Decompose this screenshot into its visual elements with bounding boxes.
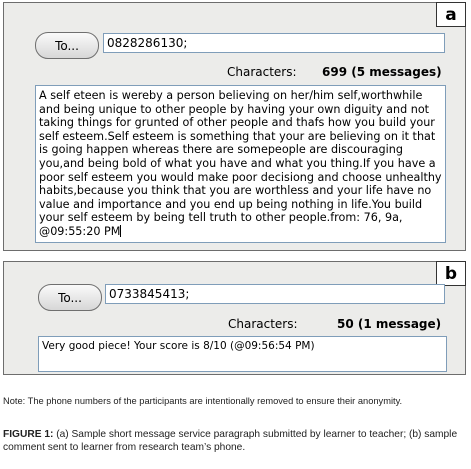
sms-panel-a — [3, 2, 466, 251]
message-text-a: A self eteen is wereby a person believing on her/him self,worthwhile and being unique to other people by having your own diguity and not taking things for grunted of other people and thafs how you build your self esteem.Self esteem is something that your are believing on it that is going happen whereas there are somepeople are discouraging you,and being bold of what you have and what you thing.If you have a poor self esteem you would make poor decisiong and choose unhealthy habits,because you think that you are worthless and your life have no value and importance and you end up being nothing in life.You build your self esteem by being tell truth to other people.from: 76, 9a, @09:55:20 PM — [39, 89, 442, 238]
text-cursor — [120, 225, 121, 237]
figure-caption-text: (a) Sample short message service paragraph submitted by learner to teacher; (b) sample comment sent to learner from research team’s phone. — [3, 429, 458, 453]
characters-count-b: 50 (1 message) — [337, 317, 442, 331]
figure-caption — [3, 428, 468, 454]
anonymity-note: Note: The phone numbers of the participants are intentionally removed to ensure their anonymity. — [3, 396, 403, 406]
message-textarea-a[interactable] — [35, 85, 446, 243]
message-textarea-b[interactable] — [38, 336, 447, 372]
recipient-value-b: 0733845413; — [109, 287, 190, 301]
message-text-b: Very good piece! Your score is 8/10 (@09:56:54 PM) — [42, 340, 315, 352]
characters-count-a: 699 (5 messages) — [322, 65, 442, 79]
characters-label-b: Characters: — [228, 317, 298, 331]
characters-label-a: Characters: — [227, 65, 297, 79]
recipient-value-a: 0828286130; — [107, 36, 188, 50]
recipient-input-a[interactable] — [103, 33, 445, 53]
figure-label: FIGURE 1: — [3, 429, 54, 440]
panel-label-b: b — [436, 261, 466, 286]
panel-label-a: a — [436, 2, 466, 27]
to-button-b[interactable]: To... — [38, 284, 102, 311]
recipient-input-b[interactable] — [105, 284, 445, 304]
sms-panel-b — [3, 261, 466, 375]
to-button-a[interactable]: To... — [35, 32, 99, 59]
